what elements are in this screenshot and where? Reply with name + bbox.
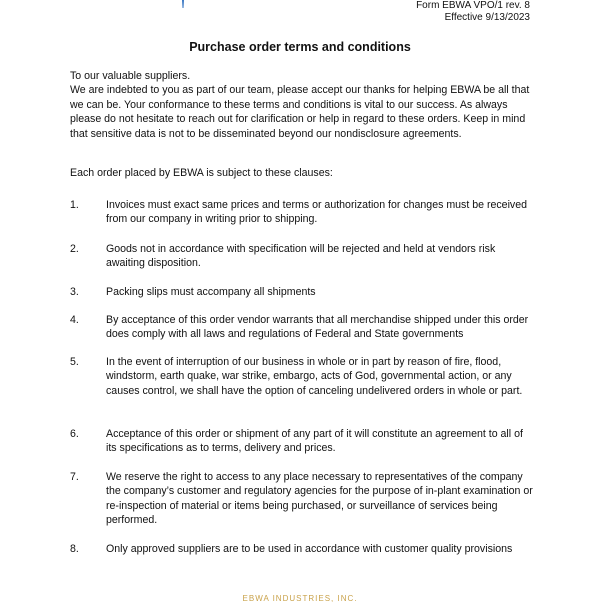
clause-text: Only approved suppliers are to be used in accordance with customer quality provisions — [106, 543, 513, 555]
logo-mark-icon — [178, 0, 188, 9]
clause-number: 1. — [70, 199, 79, 211]
clause-number: 4. — [70, 314, 79, 326]
clause-text: We reserve the right to access to any place necessary to representatives of the company the company’s customer and regulatory agencies for the purpose of in-plant examination or re-inspection of material or items being purchased, or surveillance of services being performed. — [106, 471, 533, 527]
clause-text: By acceptance of this order vendor warrants that all merchandise shipped under this order does comply with all laws and regulations of Federal and State governments — [106, 314, 529, 341]
clause-text: Goods not in accordance with specification will be rejected and held at vendors risk awaiting disposition. — [106, 243, 496, 270]
clause-text: Acceptance of this order or shipment of any part of it will constitute an agreement to all of its specifications as to terms, delivery and prices. — [106, 428, 523, 455]
page-title: Purchase order terms and conditions — [189, 40, 411, 54]
form-id: Form EBWA VPO/1 rev. 8 — [416, 0, 530, 11]
form-meta — [416, 0, 530, 24]
clause-number: 5. — [70, 356, 79, 368]
intro-body: We are indebted to you as part of our team, please accept our thanks for helping EBWA be all that we can be. Your conformance to these terms and conditions is vital to our success. As always please do not hesitate to reach out for clarification or help in regard to these orders. Keep in mind that sensitive data is not to be disseminated beyond our nondisclosure agreements. — [70, 84, 530, 140]
clause-number: 2. — [70, 243, 79, 255]
clause-text: Invoices must exact same prices and terms or authorization for changes must be received from our company in writing prior to shipping. — [106, 199, 528, 226]
clause-number: 7. — [70, 471, 79, 483]
effective-date: Effective 9/13/2023 — [444, 12, 530, 23]
clause-text: Packing slips must accompany all shipments — [106, 286, 316, 298]
clause-text: In the event of interruption of our business in whole or in part by reason of fire, flood, windstorm, earth quake, war strike, embargo, acts of God, governmental action, or any causes control, we shall have the option of canceling undelivered orders in whole or part. — [106, 356, 523, 397]
clause-number: 8. — [70, 543, 79, 555]
footer-company: EBWA INDUSTRIES, INC. — [242, 594, 358, 603]
clause-number: 3. — [70, 286, 79, 298]
clause-number: 6. — [70, 428, 79, 440]
intro-greeting: To our valuable suppliers. — [70, 70, 191, 82]
clauses-lead: Each order placed by EBWA is subject to these clauses: — [70, 167, 333, 179]
intro-section — [70, 69, 530, 141]
